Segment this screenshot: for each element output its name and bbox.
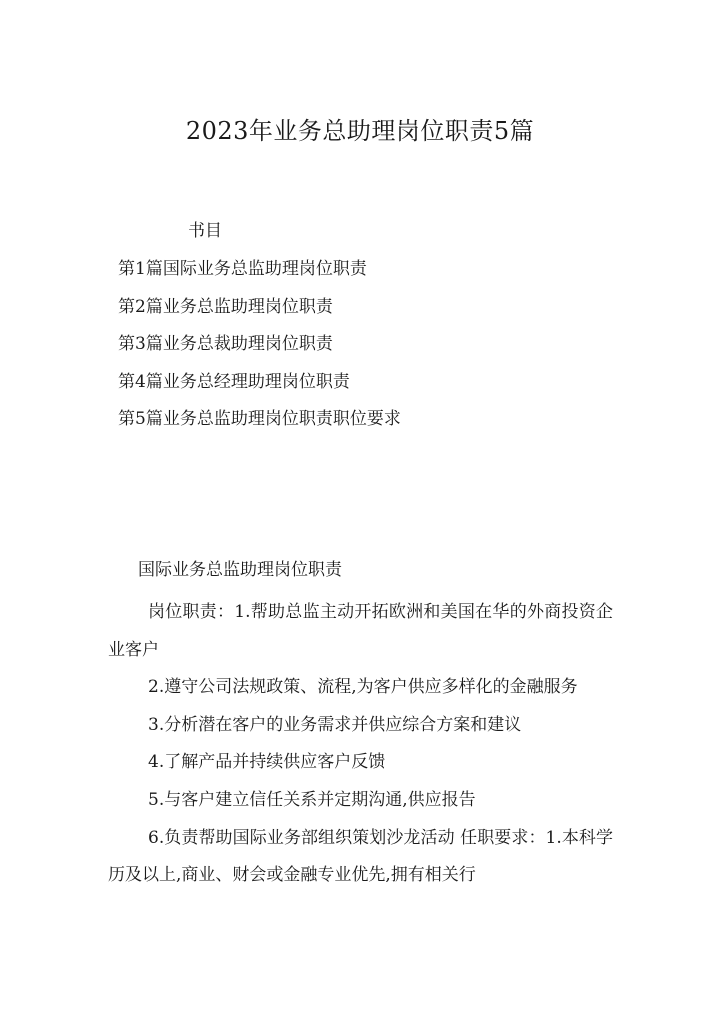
toc-heading: 书目 [188, 221, 222, 241]
toc-item-3: 第3篇业务总裁助理岗位职责 [118, 334, 333, 354]
table-of-contents [118, 256, 401, 444]
toc-item-1: 第1篇国际业务总监助理岗位职责 [118, 259, 367, 279]
paragraph-duties-5: 5.与客户建立信任关系并定期沟通,供应报告 [148, 789, 476, 810]
toc-item-5: 第5篇业务总监助理岗位职责职位要求 [118, 409, 401, 429]
section-body [108, 594, 613, 895]
paragraph-duties-1: 岗位职责：1.帮助总监主动开拓欧洲和美国在华的外商投资企业客户 [108, 602, 613, 660]
paragraph-duties-6: 6.负责帮助国际业务部组织策划沙龙活动 任职要求：1.本科学历及以上,商业、财会或金融专业优先,拥有相关行 [108, 827, 613, 886]
document-title: 2023年业务总助理岗位职责5篇 [185, 117, 535, 145]
toc-item-2: 第2篇业务总监助理岗位职责 [118, 296, 333, 317]
toc-item-4: 第4篇业务总经理助理岗位职责 [118, 371, 350, 392]
paragraph-duties-2: 2.遵守公司法规政策、流程,为客户供应多样化的金融服务 [148, 677, 578, 698]
paragraph-duties-4: 4.了解产品并持续供应客户反馈 [148, 752, 386, 773]
paragraph-duties-3: 3.分析潜在客户的业务需求并供应综合方案和建议 [148, 714, 522, 735]
section-heading: 国际业务总监助理岗位职责 [138, 560, 342, 580]
